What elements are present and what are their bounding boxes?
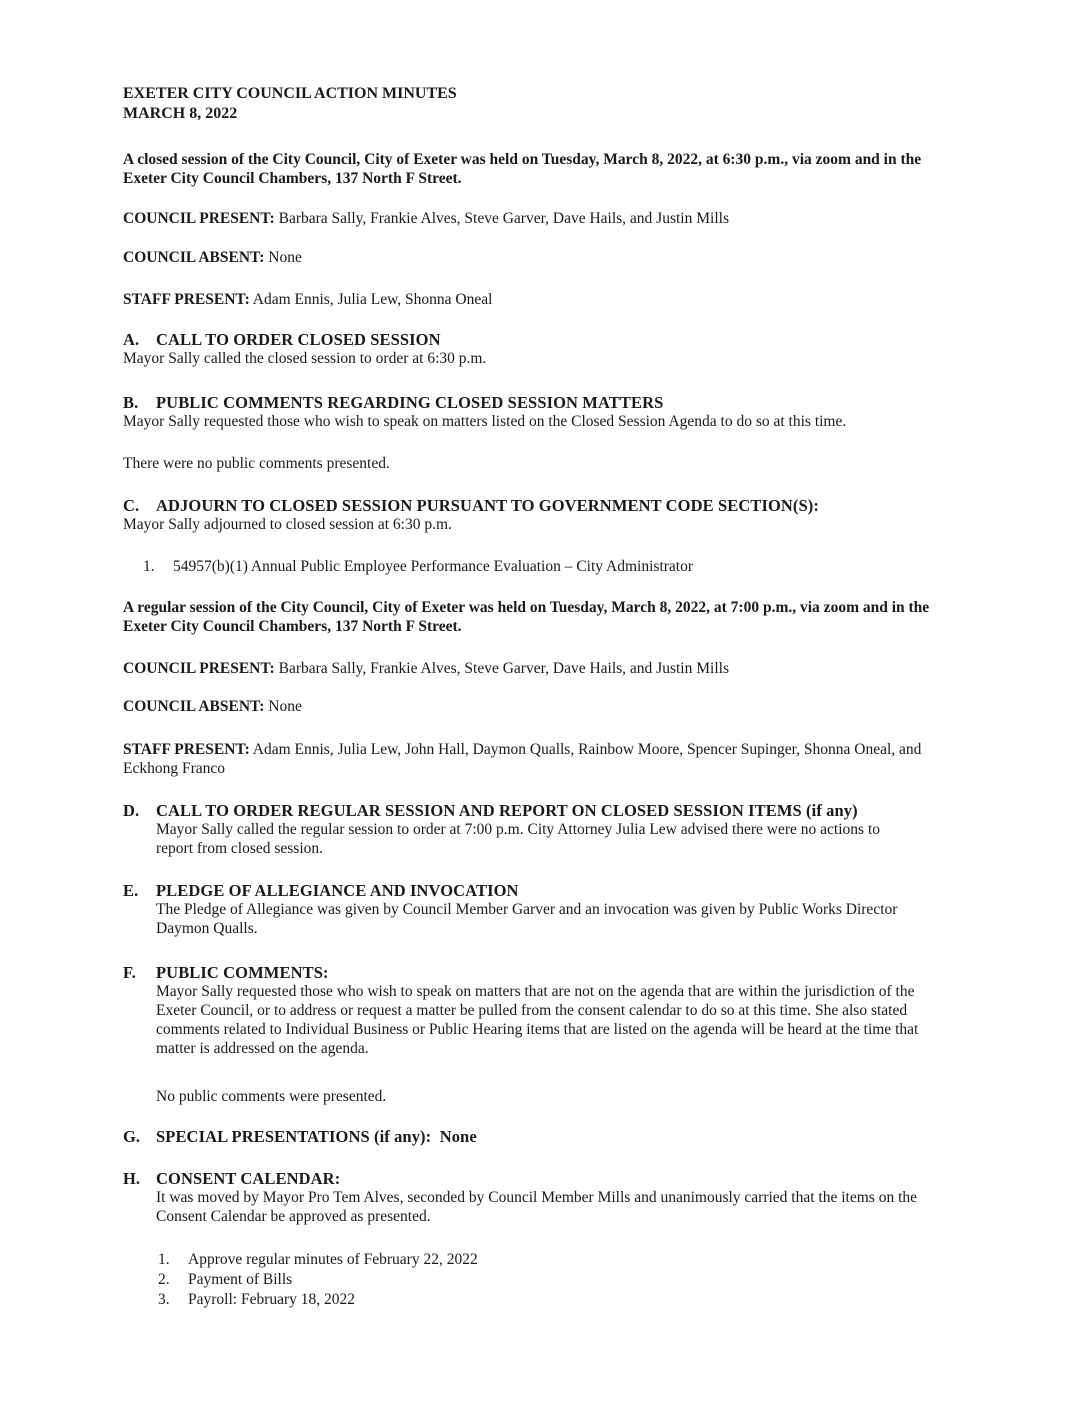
section-e <box>123 881 953 938</box>
council-absent-label: COUNCIL ABSENT: <box>123 249 265 266</box>
council-present-names: Barbara Sally, Frankie Alves, Steve Garver, Dave Hails, and Justin Mills <box>278 210 729 227</box>
section-b-body-2: There were no public comments presented. <box>123 455 390 472</box>
section-e-body: The Pledge of Allegiance was given by Council Member Garver and an invocation was given by Public Works Director Daymon Qualls. <box>156 901 898 937</box>
section-c-item <box>143 557 953 576</box>
section-f <box>123 963 953 1058</box>
section-a-heading: A. CALL TO ORDER CLOSED SESSION <box>123 330 441 349</box>
regular-staff-present <box>123 740 953 778</box>
council-absent-names: None <box>268 698 302 715</box>
section-c-item-number: 1. <box>143 558 155 575</box>
council-absent-names: None <box>268 249 302 266</box>
section-d <box>123 801 953 858</box>
regular-council-absent <box>123 697 953 716</box>
section-f-heading: F. PUBLIC COMMENTS: <box>123 963 329 982</box>
closed-council-present <box>123 209 953 228</box>
closed-council-absent <box>123 248 953 267</box>
section-f-body: Mayor Sally requested those who wish to speak on matters that are not on the agenda that are within the jurisdiction of the Exeter Council, or to address or request a matter be pulled from the consent calendar to do so at this time. She also stated comments related to Individual Business or Public Hearing items that are listed on the agenda will be heard at the time that matter is addressed on the agenda. <box>156 983 919 1057</box>
section-h-body: It was moved by Mayor Pro Tem Alves, seconded by Council Member Mills and unanimously carried that the items on the Consent Calendar be approved as presented. <box>156 1189 918 1225</box>
council-absent-label: COUNCIL ABSENT: <box>123 698 265 715</box>
staff-present-names: Adam Ennis, Julia Lew, Shonna Oneal <box>252 291 493 308</box>
section-h <box>123 1169 953 1226</box>
list-item: 2. Payment of Bills <box>158 1271 293 1288</box>
section-c-heading: C. ADJOURN TO CLOSED SESSION PURSUANT TO GOVERNMENT CODE SECTION(S): <box>123 496 819 515</box>
section-a-body: Mayor Sally called the closed session to order at 6:30 p.m. <box>123 350 487 367</box>
title-line-2: MARCH 8, 2022 <box>123 105 238 122</box>
document-title <box>123 84 457 124</box>
staff-present-label: STAFF PRESENT: <box>123 741 250 758</box>
closed-session-intro: A closed session of the City Council, City of Exeter was held on Tuesday, March 8, 2022, at 6:30 p.m., via zoom and in the Exeter City Council Chambers, 137 North F Street. <box>123 151 922 187</box>
section-e-heading: E. PLEDGE OF ALLEGIANCE AND INVOCATION <box>123 881 519 900</box>
section-h-heading: H. CONSENT CALENDAR: <box>123 1169 341 1188</box>
section-g-heading: G. SPECIAL PRESENTATIONS (if any): None <box>123 1127 477 1146</box>
section-b <box>123 393 953 431</box>
section-a <box>123 330 953 368</box>
section-c <box>123 496 953 534</box>
council-present-label: COUNCIL PRESENT: <box>123 210 275 227</box>
staff-present-names: Adam Ennis, Julia Lew, John Hall, Daymon Qualls, Rainbow Moore, Spencer Supinger, Shonna Oneal, and Eckhong Franco <box>123 741 922 777</box>
section-b-heading: B. PUBLIC COMMENTS REGARDING CLOSED SESSION MATTERS <box>123 393 664 412</box>
list-item: 1. Approve regular minutes of February 22, 2022 <box>158 1251 478 1268</box>
council-present-label: COUNCIL PRESENT: <box>123 660 275 677</box>
closed-staff-present <box>123 290 953 309</box>
consent-items-list <box>158 1250 858 1310</box>
section-c-item-text: 54957(b)(1) Annual Public Employee Performance Evaluation – City Administrator <box>173 558 694 575</box>
section-b-body: Mayor Sally requested those who wish to speak on matters listed on the Closed Session Agenda to do so at this time. <box>123 413 847 430</box>
section-c-body: Mayor Sally adjourned to closed session at 6:30 p.m. <box>123 516 452 533</box>
regular-session-intro: A regular session of the City Council, City of Exeter was held on Tuesday, March 8, 2022, at 7:00 p.m., via zoom and in the Exeter City Council Chambers, 137 North F Street. <box>123 599 930 635</box>
section-f-body-2: No public comments were presented. <box>156 1088 387 1105</box>
staff-present-label: STAFF PRESENT: <box>123 291 250 308</box>
section-d-heading: D. CALL TO ORDER REGULAR SESSION AND REPORT ON CLOSED SESSION ITEMS (if any) <box>123 801 858 820</box>
section-g <box>123 1127 953 1146</box>
section-d-body: Mayor Sally called the regular session to order at 7:00 p.m. City Attorney Julia Lew advised there were no actions to report from closed session. <box>156 821 881 857</box>
title-line-1: EXETER CITY COUNCIL ACTION MINUTES <box>123 85 457 102</box>
list-item: 3. Payroll: February 18, 2022 <box>158 1291 356 1308</box>
regular-council-present <box>123 659 953 678</box>
council-present-names: Barbara Sally, Frankie Alves, Steve Garver, Dave Hails, and Justin Mills <box>278 660 729 677</box>
